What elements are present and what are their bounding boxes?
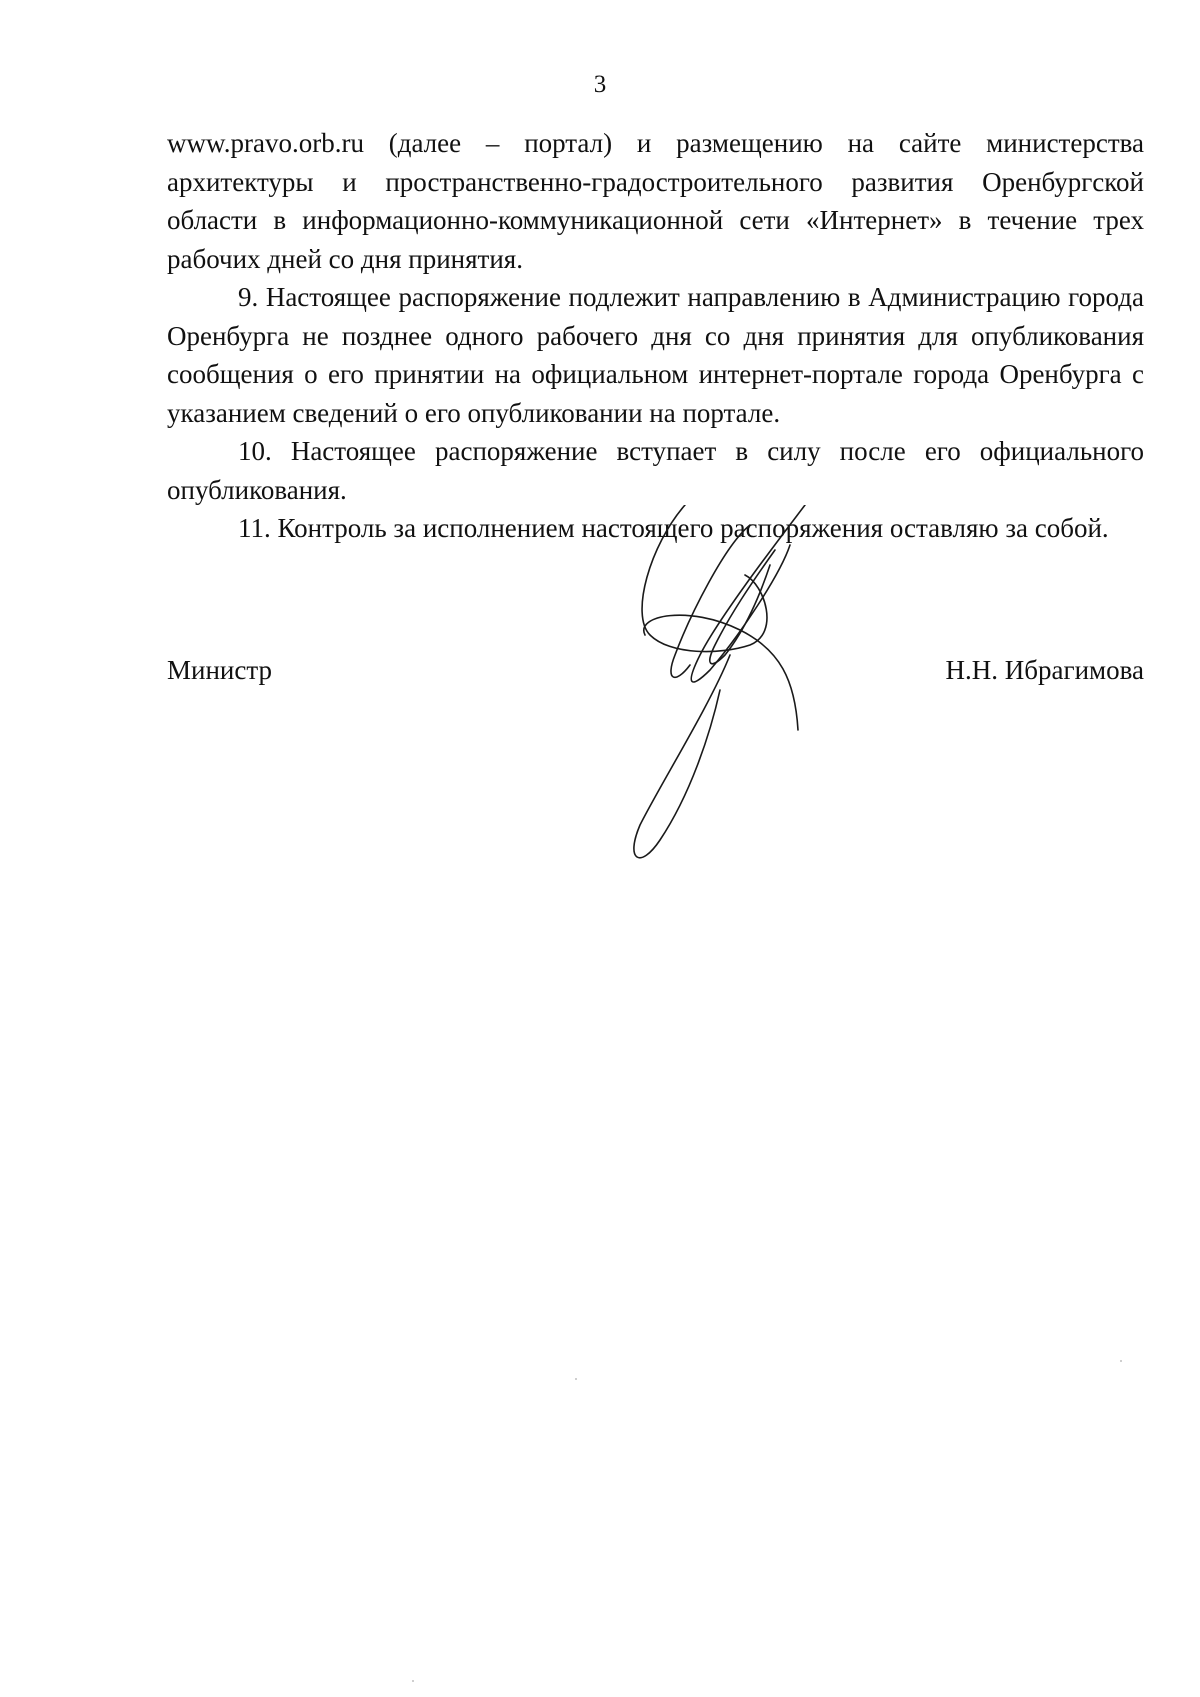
- paragraph-item-11: 11. Контроль за исполнением настоящего распоряжения оставляю за собой.: [238, 513, 1109, 543]
- scan-speck: [1120, 1360, 1122, 1362]
- signer-position: Министр: [167, 655, 272, 685]
- document-body: [167, 124, 1144, 548]
- signature-stroke-3: [691, 505, 805, 682]
- paragraph-item-10: 10. Настоящее распоряжение вступает в силу после его официального опубликования.: [167, 436, 1144, 505]
- scan-speck: [575, 1378, 577, 1380]
- scan-speck: [412, 1680, 414, 1682]
- page-number: 3: [593, 71, 607, 98]
- paragraph-item-9: 9. Настоящее распоряжение подлежит направлению в Администрацию города Оренбурга не позднее одного рабочего дня со дня принятия для опубликования сообщения о его принятии на официальном интернет-портале города Оренбурга с указанием сведений о его опубликовании на портале.: [167, 282, 1144, 428]
- paragraph-continuation: www.pravo.orb.ru (далее – портал) и размещению на сайте министерства архитектуры и пространственно-градостроительного развития Оренбургской области в информационно-коммуникационной сети «Интернет» в течение трех рабочих дней со дня принятия.: [167, 128, 1144, 274]
- signer-name: Н.Н. Ибрагимова: [945, 655, 1144, 685]
- handwritten-signature: [630, 505, 875, 905]
- signature-stroke-6: [634, 655, 730, 858]
